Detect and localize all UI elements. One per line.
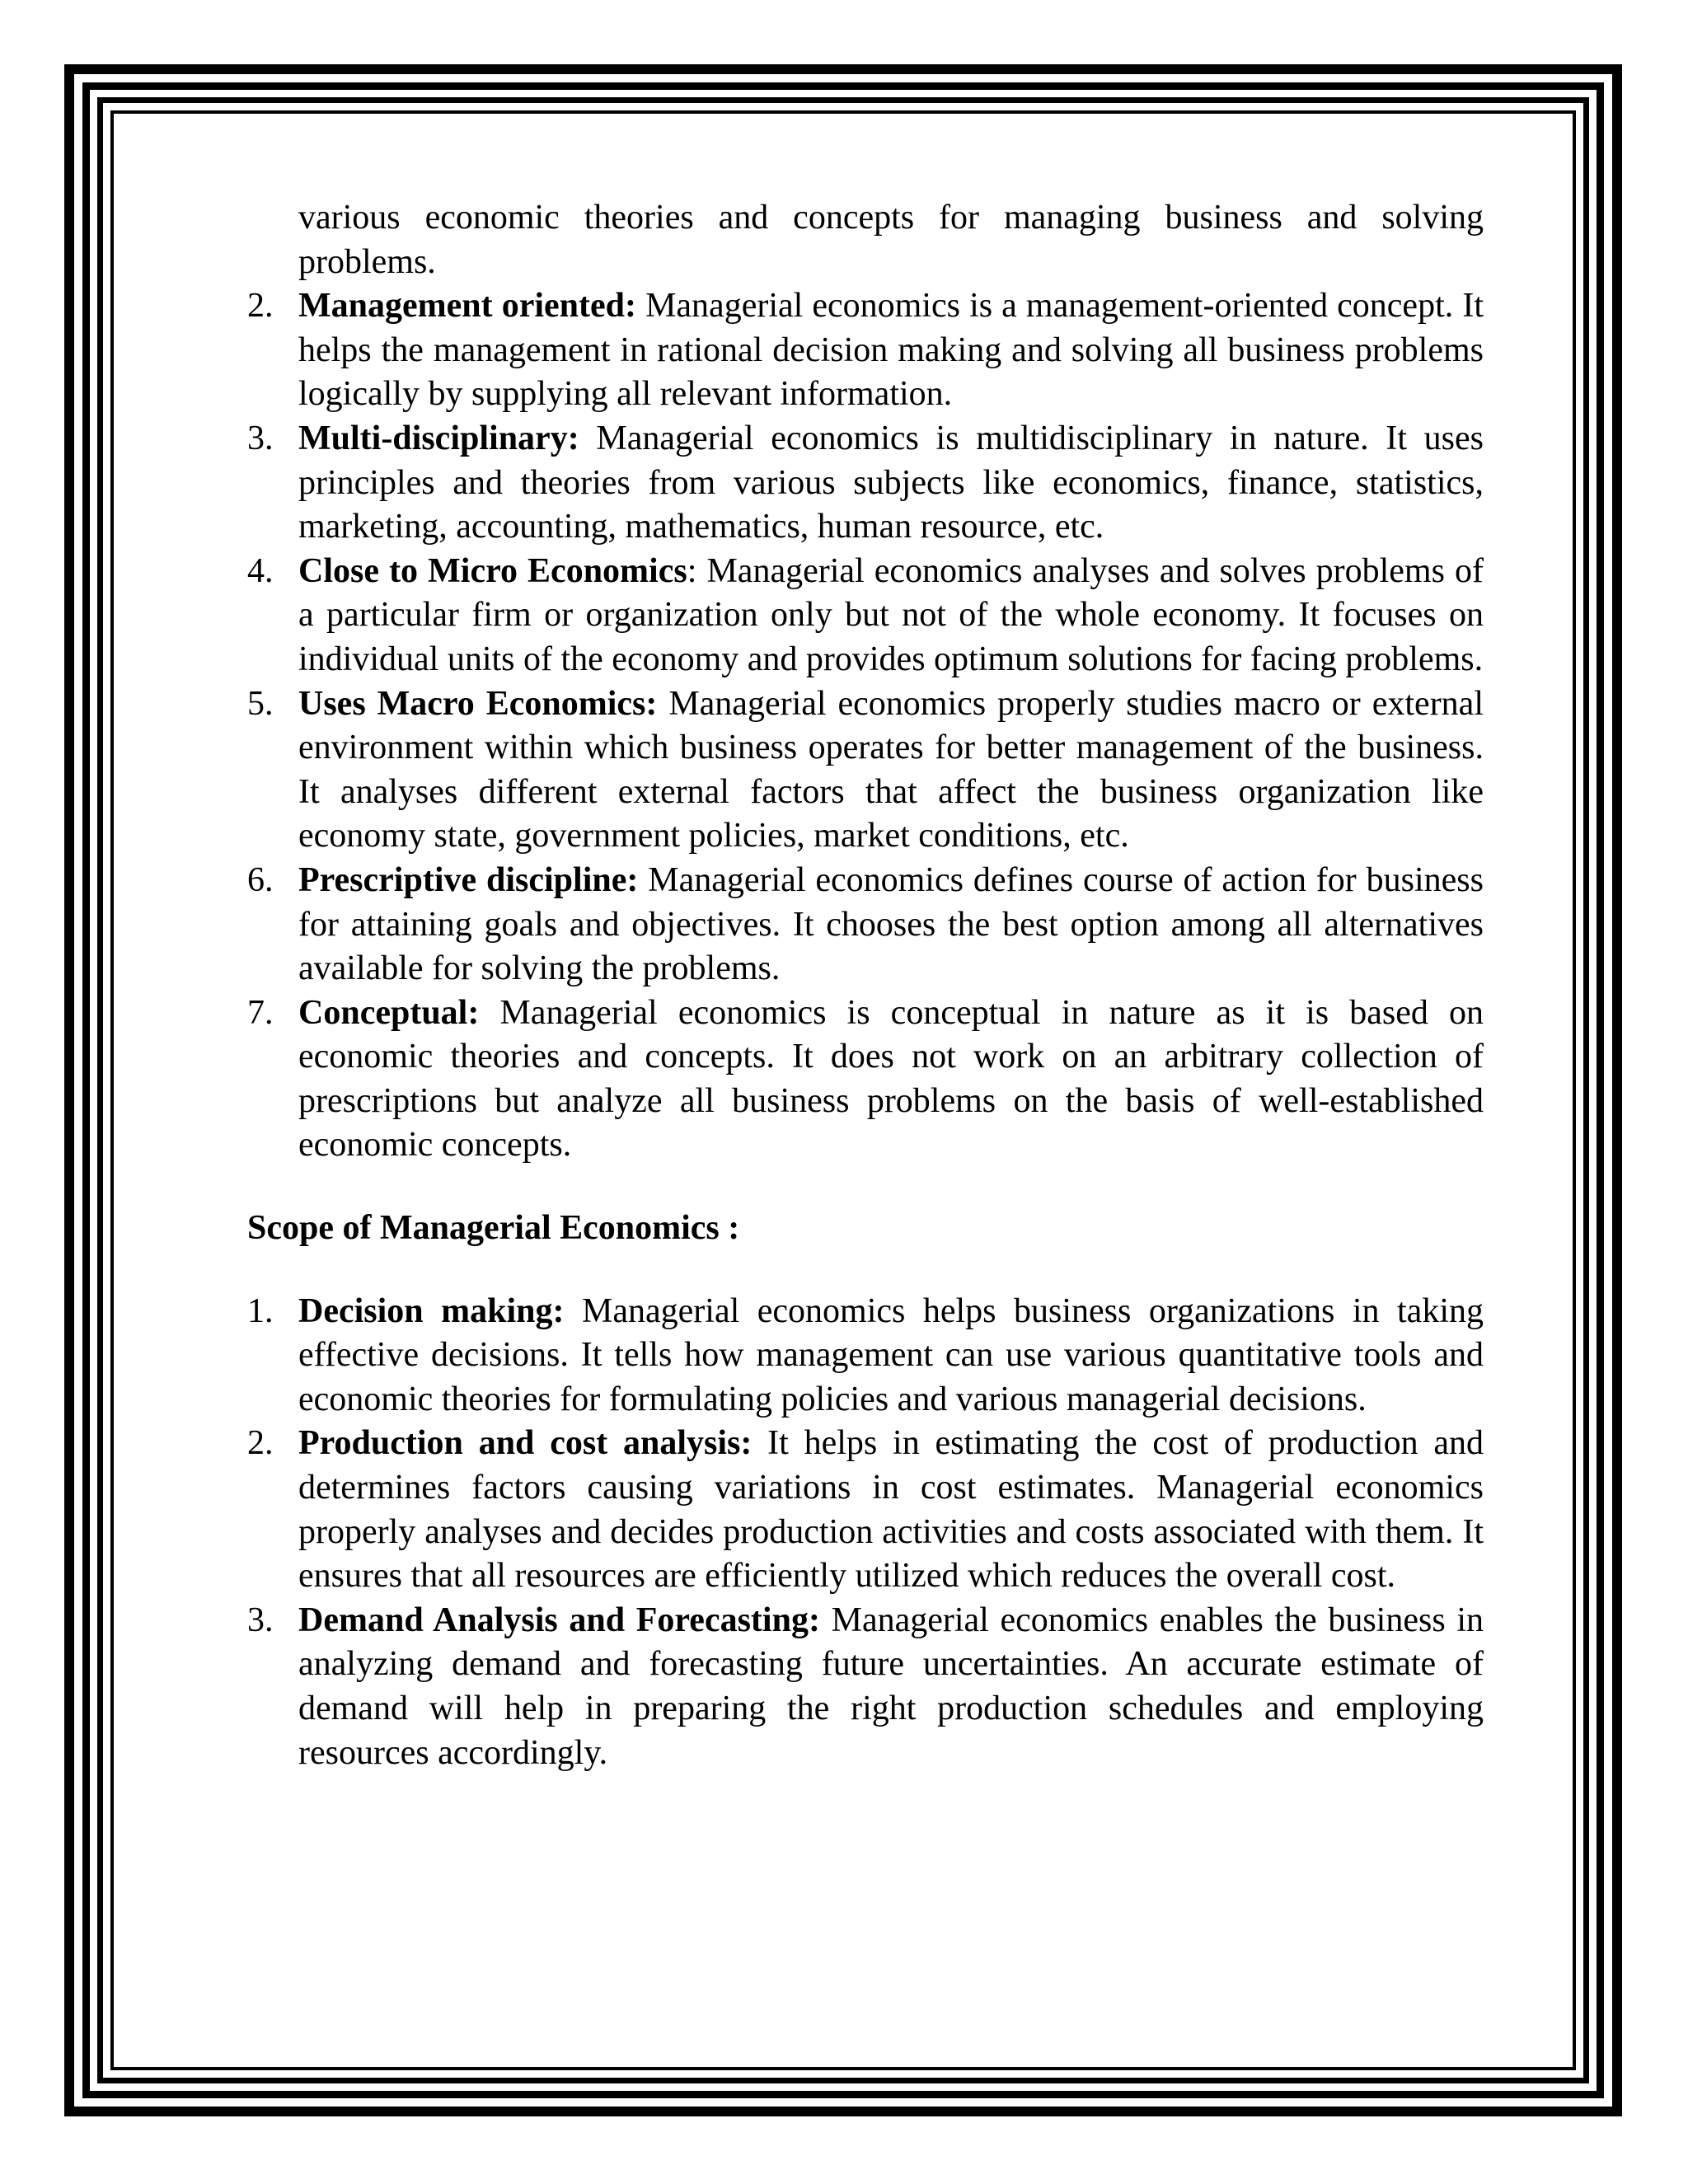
item-text: Managerial economics properly studies macro or external environment within which business operates for better management of the business. It analyses different external factors that affect the business organization like economy state, government policies, market conditions, etc. [298, 684, 1484, 855]
item-term: Uses Macro Economics: [298, 684, 658, 723]
list-item [247, 550, 1484, 682]
list-item [247, 859, 1484, 991]
item-term: Decision making: [298, 1291, 565, 1330]
continuation-paragraph: various economic theories and concepts for managing business and solving problems. [298, 199, 1484, 281]
item-number: 3. [247, 1601, 274, 1639]
item-number: 6. [247, 860, 274, 899]
item-number: 2. [247, 1424, 274, 1463]
item-term: Demand Analysis and Forecasting: [298, 1601, 820, 1639]
document-body [247, 196, 1484, 1775]
item-number: 3. [247, 419, 274, 457]
scope-list [247, 1290, 1484, 1776]
item-text: Managerial economics is conceptual in nature as it is based on economic theories and concepts. It does not work on an arbitrary collection of prescriptions but analyze all business problems on the basis of well-established economic concepts. [298, 993, 1484, 1165]
item-number: 4. [247, 551, 274, 590]
list-item [247, 1290, 1484, 1422]
item-text: Managerial economics is a management-oriented concept. It helps the management in rational decision making and solving all business problems logically by supplying all relevant information. [298, 287, 1484, 414]
list-item [247, 284, 1484, 417]
characteristics-list [247, 284, 1484, 1168]
item-number: 5. [247, 684, 274, 723]
item-text: Managerial economics enables the business in analyzing demand and forecasting future uncertainties. An accurate estimate of demand will help in preparing the right production schedules and employing resources accordingly. [298, 1601, 1484, 1772]
list-item [247, 1422, 1484, 1598]
scope-heading: Scope of Managerial Economics : [247, 1209, 740, 1248]
item-term: Conceptual: [298, 993, 480, 1032]
item-number: 7. [247, 993, 274, 1032]
item-term: Prescriptive discipline: [298, 860, 639, 899]
item-term: Close to Micro Economics [298, 551, 687, 590]
list-item [247, 1599, 1484, 1775]
list-item [247, 682, 1484, 859]
item-text: Managerial economics is multidisciplinary in nature. It uses principles and theories from various subjects like economics, finance, statistics, marketing, accounting, mathematics, human resource, etc. [298, 419, 1484, 546]
item-number: 2. [247, 287, 274, 326]
item-text: Managerial economics helps business organizations in taking effective decisions. It tells how management can use various quantitative tools and economic theories for formulating policies and various managerial decisions. [298, 1291, 1484, 1418]
list-item [247, 417, 1484, 550]
item-text: It helps in estimating the cost of production and determines factors causing variations in cost estimates. Managerial economics properly analyses and decides production activities and costs associated with them. It ensures that all resources are efficiently utilized which reduces the overall cost. [298, 1424, 1484, 1596]
item-text: Managerial economics defines course of action for business for attaining goals and objectives. It chooses the best option among all alternatives available for solving the problems. [298, 860, 1484, 988]
item-term: Management oriented: [298, 287, 636, 326]
item-number: 1. [247, 1291, 274, 1330]
item-term: Production and cost analysis: [298, 1424, 753, 1463]
item-text: : Managerial economics analyses and solves problems of a particular firm or organization only but not of the whole economy. It focuses on individual units of the economy and provides optimum solutions for facing problems. [298, 551, 1484, 678]
item-term: Multi-disciplinary: [298, 419, 579, 457]
list-item [247, 991, 1484, 1168]
